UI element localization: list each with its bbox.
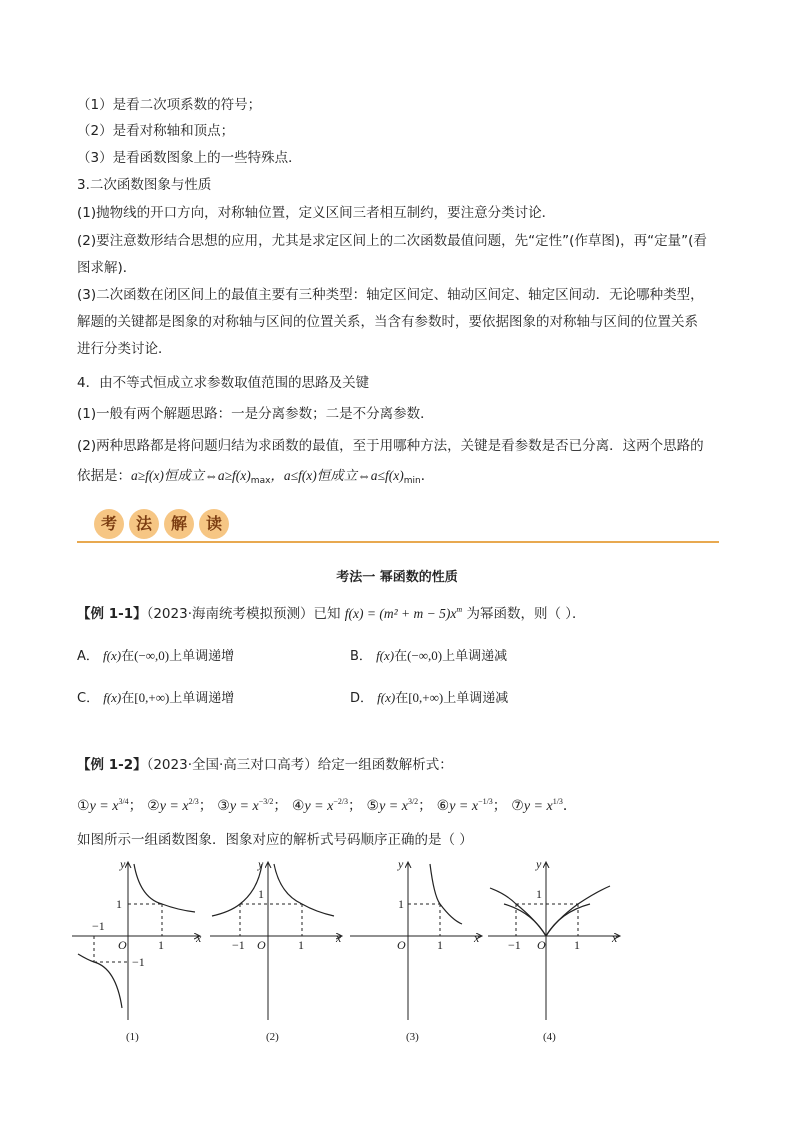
tick-label: 1 bbox=[398, 897, 404, 911]
tick-label: 1 bbox=[158, 938, 164, 952]
formula-item: ⑤y = $x^{3/2}$； bbox=[366, 797, 433, 814]
option-mid: 在 bbox=[121, 649, 135, 664]
example-1-2-stem bbox=[77, 755, 453, 775]
example-1-1-stem bbox=[77, 600, 586, 624]
option-tail: 上单调递增 bbox=[169, 649, 235, 664]
text-line: （3）是看函数图象上的一些特殊点． bbox=[77, 150, 302, 166]
curve bbox=[504, 904, 590, 936]
option-interval: (−∞,0) bbox=[134, 648, 170, 663]
y-label: y bbox=[398, 857, 404, 871]
subscript-min: min bbox=[403, 476, 421, 486]
option-letter: C． bbox=[77, 691, 100, 706]
graph-1 bbox=[72, 862, 200, 1020]
section-banner bbox=[77, 505, 719, 545]
formula-item: ⑥y = $x^{-1/3}$； bbox=[436, 797, 507, 814]
example-source: （2023·海南统考模拟预测） bbox=[146, 606, 314, 622]
formula-item: ⑦y = $x^{1/3}$． bbox=[511, 797, 577, 814]
section-title: 考法一 幂函数的性质 bbox=[336, 570, 458, 585]
tick-label: 1 bbox=[437, 938, 443, 952]
text-line: 进行分类讨论． bbox=[77, 341, 172, 357]
banner-char: 读 bbox=[199, 509, 229, 539]
option-c[interactable] bbox=[77, 687, 234, 706]
question-text: 如图所示一组函数图象．图象对应的解析式号码顺序正确的是（ ） bbox=[77, 832, 473, 848]
curve bbox=[134, 864, 195, 912]
subscript-max: max bbox=[250, 476, 271, 486]
option-letter: D． bbox=[350, 691, 374, 706]
stem-text: 已知 bbox=[313, 606, 341, 622]
text-line: 图求解)． bbox=[77, 260, 137, 276]
option-fx: f(x) bbox=[103, 648, 122, 663]
origin-label: O bbox=[537, 938, 546, 952]
tick-label: 1 bbox=[536, 887, 542, 901]
origin-label: O bbox=[118, 938, 127, 952]
formula-exponent: m bbox=[456, 605, 463, 614]
graph-caption: (3) bbox=[406, 1031, 419, 1043]
x-label: x bbox=[474, 931, 480, 945]
graph-3 bbox=[350, 862, 482, 1020]
text-line: (1)抛物线的开口方向，对称轴位置，定义区间三者相互制约，要注意分类讨论． bbox=[77, 205, 556, 221]
text-line: (1)一般有两个解题思路：一是分离参数；二是不分离参数． bbox=[77, 406, 434, 422]
tick-label: −1 bbox=[92, 919, 105, 933]
text-line bbox=[77, 466, 434, 491]
text-line: 解题的关键都是图象的对称轴与区间的位置关系，当含有参数时，要依据图象的对称轴与区间的位置关系 bbox=[77, 314, 698, 330]
origin-label: O bbox=[257, 938, 266, 952]
option-fx: f(x) bbox=[376, 648, 395, 663]
x-label: x bbox=[196, 931, 202, 945]
example-source: （2023·全国·高三对口高考） bbox=[146, 757, 318, 773]
option-letter: B． bbox=[350, 649, 372, 664]
y-label: y bbox=[258, 857, 264, 871]
formula-item: ④y = $x^{-2/3}$； bbox=[291, 797, 363, 814]
text-end: ． bbox=[420, 468, 435, 484]
text-line: (2)要注意数形结合思想的应用，尤其是求定区间上的二次函数最值问题，先“定性”(作草图)，再“定量”(看 bbox=[77, 233, 707, 249]
option-tail: 上单调递增 bbox=[169, 691, 235, 706]
power-function-formula: f(x) = (m² + m − 5)x bbox=[344, 606, 457, 621]
banner-char: 解 bbox=[164, 509, 194, 539]
x-label: x bbox=[612, 931, 618, 945]
option-interval: [0,+∞) bbox=[408, 690, 444, 705]
stem-text: 为幂函数，则（ ）． bbox=[466, 606, 586, 622]
stem-text: 给定一组函数解析式： bbox=[317, 757, 453, 773]
option-tail: 上单调递减 bbox=[442, 649, 508, 664]
curve bbox=[274, 864, 334, 916]
tick-label: 1 bbox=[298, 938, 304, 952]
option-mid: 在 bbox=[395, 691, 409, 706]
option-b[interactable] bbox=[350, 645, 507, 664]
example-tag: 【例 1-1】 bbox=[77, 606, 147, 622]
tick-label: −1 bbox=[132, 955, 145, 969]
tick-label: −1 bbox=[232, 938, 245, 952]
tick-label: 1 bbox=[116, 897, 122, 911]
graph-caption: (4) bbox=[543, 1031, 556, 1043]
text-line: (3)二次函数在闭区间上的最值主要有三种类型：轴定区间定、轴动区间定、轴定区间动．无论哪种类型， bbox=[77, 287, 704, 303]
function-graphs bbox=[0, 850, 794, 1050]
inequality-min: ，a≤f(x)恒成立⇔a≤f(x) bbox=[270, 468, 404, 483]
formula-item: ②y = $x^{2/3}$； bbox=[147, 797, 213, 814]
text-line: 4．由不等式恒成立求参数取值范围的思路及关键 bbox=[77, 375, 370, 391]
curve bbox=[212, 864, 262, 916]
text-line: （2）是看对称轴和顶点； bbox=[77, 123, 235, 139]
inequality-max: a≥f(x)恒成立⇔a≥f(x) bbox=[131, 468, 251, 483]
text-line: （1）是看二次项系数的符号； bbox=[77, 97, 262, 113]
text-line: 3.二次函数图象与性质 bbox=[77, 177, 212, 193]
formula-item: ③y = $x^{-3/2}$； bbox=[217, 797, 288, 814]
x-label: x bbox=[336, 931, 342, 945]
text-prefix: 依据是： bbox=[77, 468, 131, 484]
option-interval: [0,+∞) bbox=[134, 690, 170, 705]
y-label: y bbox=[120, 857, 126, 871]
option-a[interactable] bbox=[77, 645, 234, 664]
y-label: y bbox=[536, 857, 542, 871]
option-tail: 上单调递减 bbox=[443, 691, 509, 706]
graph-caption: (1) bbox=[126, 1031, 139, 1043]
curve bbox=[430, 864, 462, 924]
graph-2 bbox=[210, 862, 342, 1020]
option-letter: A． bbox=[77, 649, 99, 664]
graph-caption: (2) bbox=[266, 1031, 279, 1043]
origin-label: O bbox=[397, 938, 406, 952]
banner-underline bbox=[77, 541, 719, 543]
option-fx: f(x) bbox=[103, 690, 122, 705]
formula-list bbox=[77, 792, 577, 817]
option-d[interactable] bbox=[350, 687, 508, 706]
option-mid: 在 bbox=[121, 691, 135, 706]
tick-label: 1 bbox=[574, 938, 580, 952]
example-tag: 【例 1-2】 bbox=[77, 757, 147, 773]
text-line: (2)两种思路都是将问题归结为求函数的最值，至于用哪种方法，关键是看参数是否已分离．这两个思路的 bbox=[77, 438, 704, 454]
option-fx: f(x) bbox=[377, 690, 396, 705]
banner-char: 考 bbox=[94, 509, 124, 539]
formula-item: ①y = $x^{3/4}$； bbox=[77, 797, 143, 814]
banner-char: 法 bbox=[129, 509, 159, 539]
option-mid: 在 bbox=[394, 649, 408, 664]
option-interval: (−∞,0) bbox=[407, 648, 443, 663]
tick-label: 1 bbox=[258, 887, 264, 901]
tick-label: −1 bbox=[508, 938, 521, 952]
